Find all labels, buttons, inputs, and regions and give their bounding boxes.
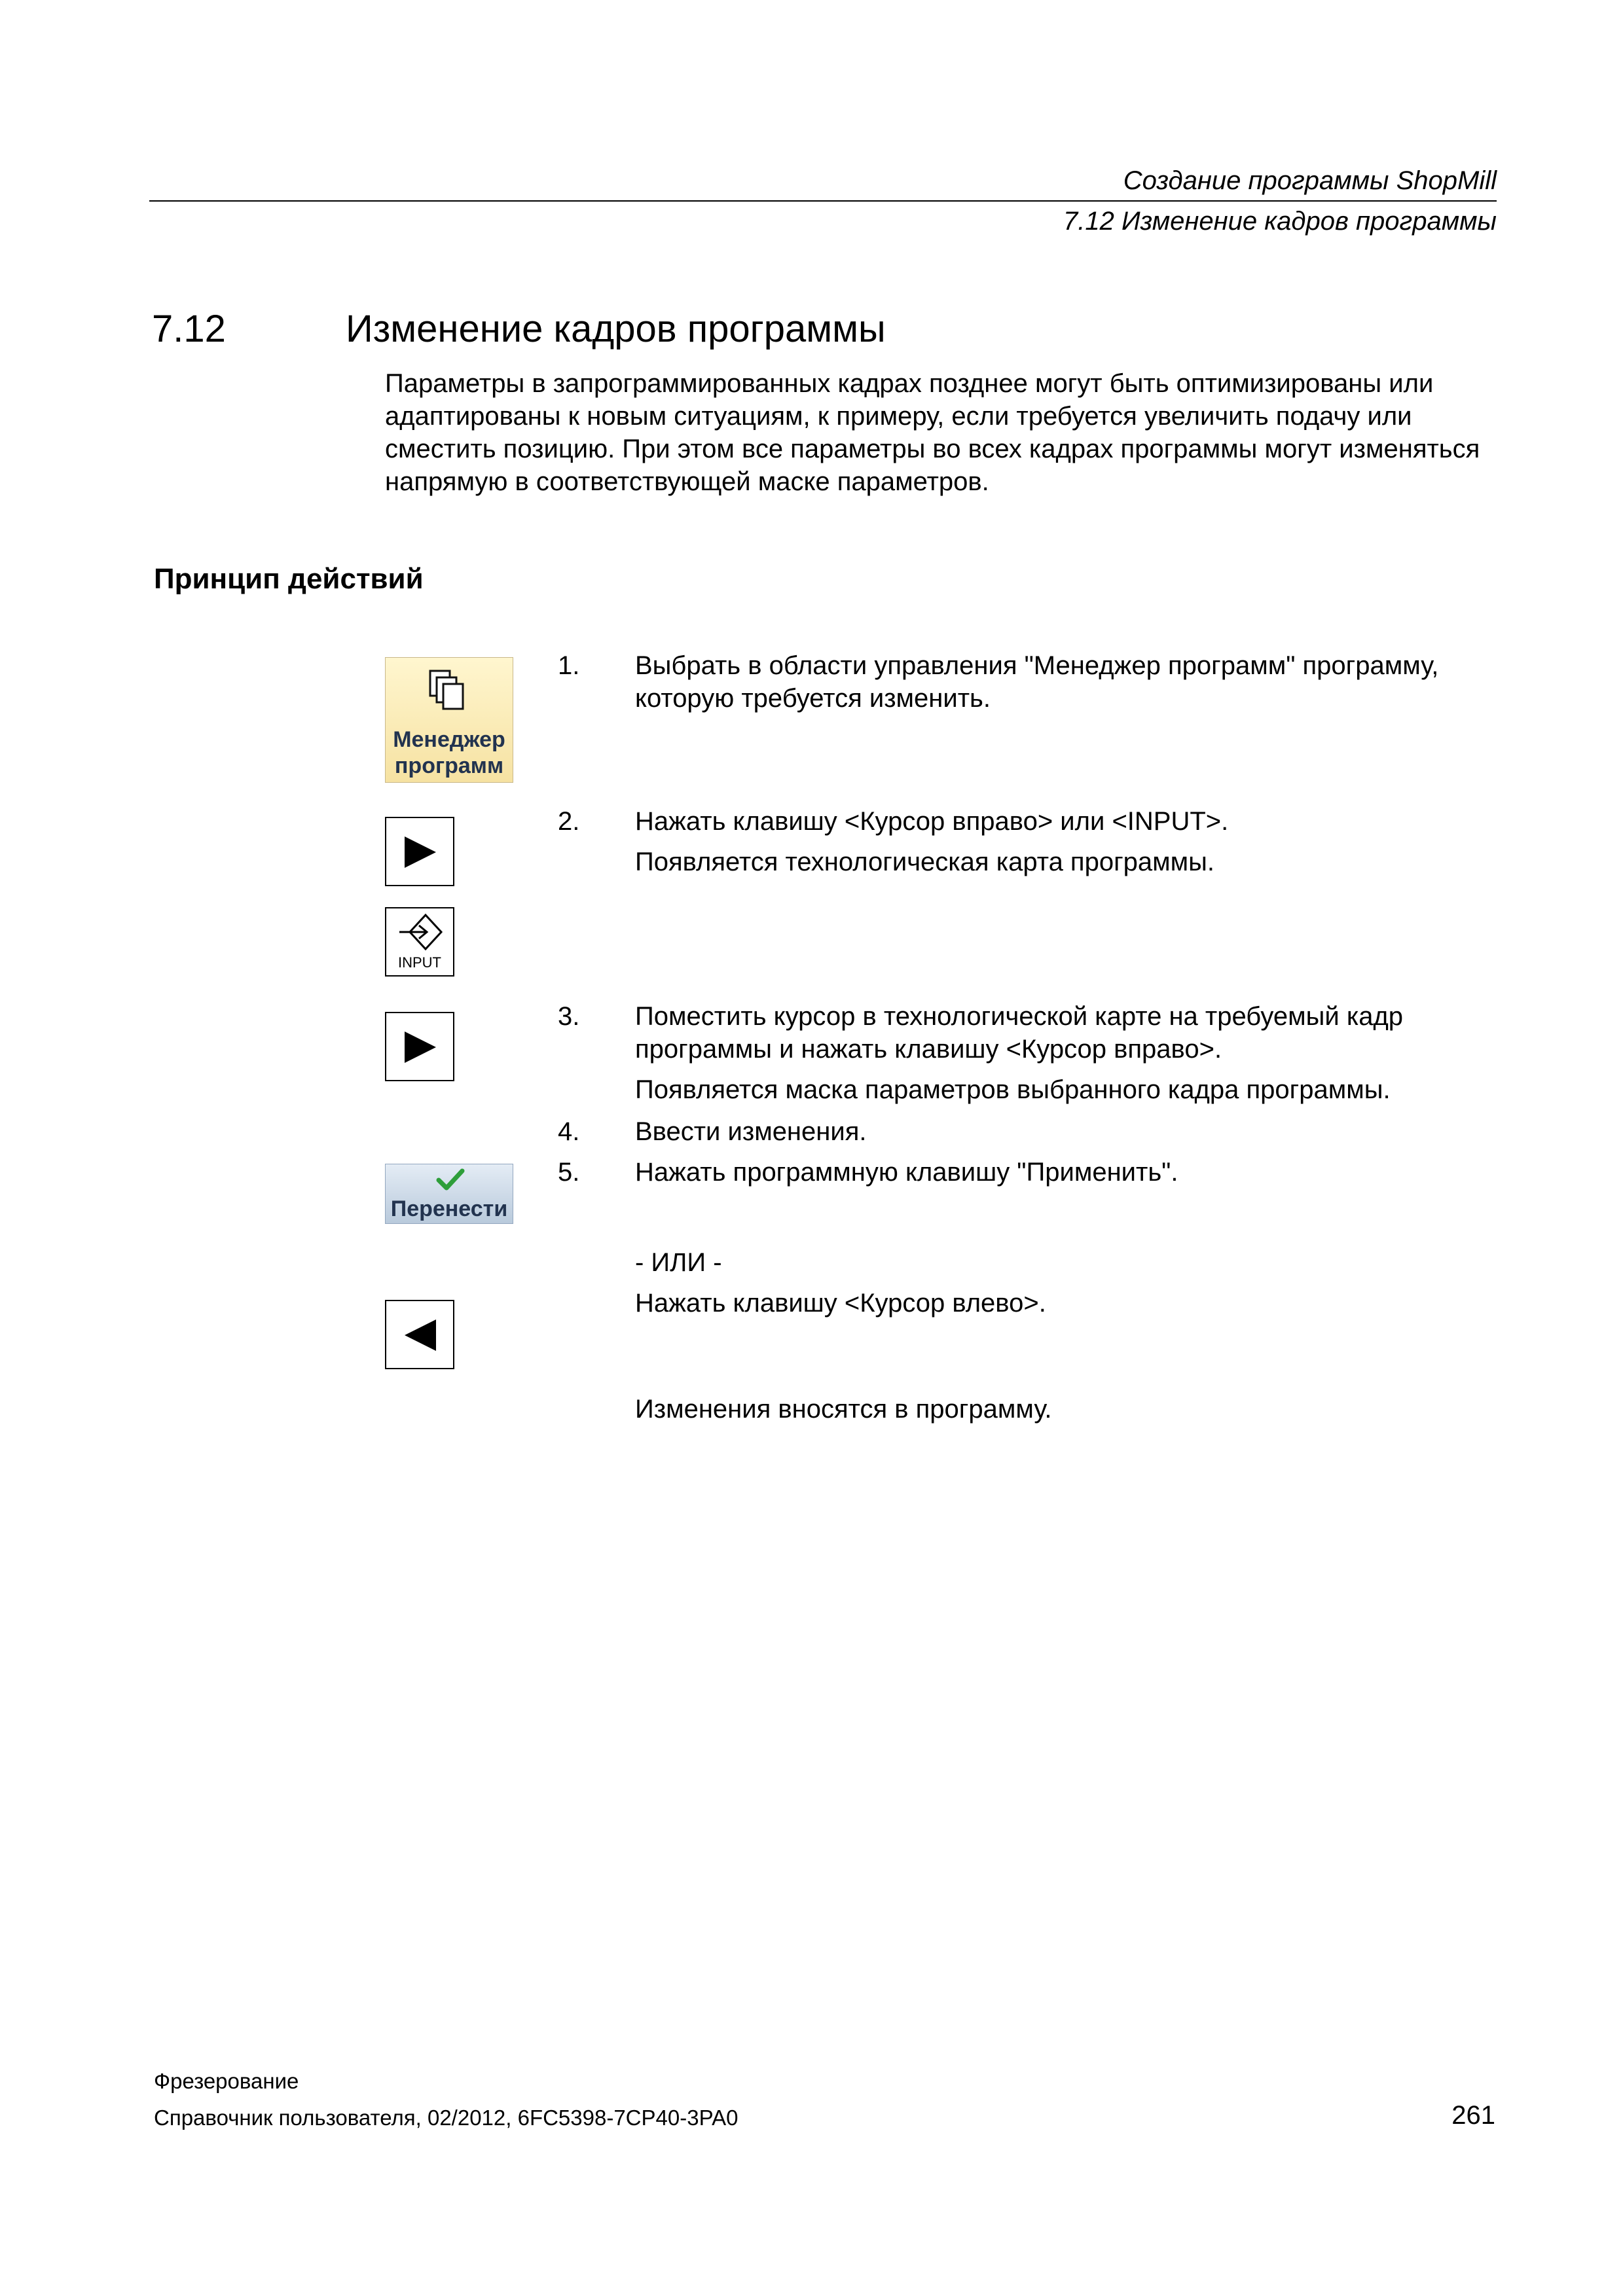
footer-product: Фрезерование — [154, 2069, 299, 2093]
accept-softkey[interactable] — [385, 1164, 513, 1224]
step-number: 4. — [558, 1117, 580, 1146]
program-manager-label-line1: Менеджер — [393, 727, 505, 752]
program-manager-icon — [425, 667, 475, 717]
step-text: Поместить курсор в технологической карте на требуемый кадр программы и нажать клавишу <Курсор вправо>. — [635, 1002, 1404, 1064]
step-result: Появляется технологическая карта программы. — [635, 848, 1215, 876]
accept-softkey-label: Перенести — [390, 1196, 508, 1221]
page-number: 261 — [1451, 2101, 1495, 2130]
program-manager-label-line2: программ — [394, 753, 504, 778]
program-manager-softkey[interactable] — [385, 657, 513, 783]
subsection-title: Принцип действий — [154, 563, 424, 595]
input-key-label: INPUT — [398, 954, 441, 971]
input-key[interactable] — [385, 907, 454, 977]
intro-paragraph — [385, 367, 1511, 498]
alternative-step-text: Нажать клавишу <Курсор влево>. — [635, 1289, 1046, 1318]
final-result-text: Изменения вносятся в программу. — [635, 1395, 1052, 1424]
section-title: Изменение кадров программы — [346, 308, 886, 350]
cursor-left-key[interactable] — [385, 1300, 454, 1369]
step-result: Появляется маска параметров выбранного кадра программы. — [635, 1075, 1391, 1104]
step-number: 3. — [558, 1002, 580, 1031]
checkmark-icon — [435, 1167, 465, 1192]
intro-text: Параметры в запрограммированных кадрах позднее могут быть оптимизированы или адаптированы к новым ситуациям, к примеру, если требуется увеличить подачу или сместить позицию. При этом все параметры во всех кадрах программы могут изменяться напрямую в соответствующей маске параметров. — [385, 369, 1480, 496]
header-rule — [149, 200, 1497, 202]
step-number: 5. — [558, 1158, 580, 1187]
step-text: Нажать программную клавишу "Применить". — [635, 1158, 1178, 1187]
running-header-section: 7.12 Изменение кадров программы — [1063, 207, 1497, 236]
or-separator: - ИЛИ - — [635, 1248, 722, 1277]
step-number: 2. — [558, 807, 580, 836]
cursor-right-key-icon — [402, 1030, 439, 1064]
section-number: 7.12 — [152, 308, 226, 350]
cursor-left-key-icon — [402, 1318, 439, 1352]
step-number: 1. — [558, 651, 580, 680]
cursor-right-key-2[interactable] — [385, 1012, 454, 1081]
running-header-chapter: Создание программы ShopMill — [1123, 166, 1497, 195]
cursor-right-key[interactable] — [385, 817, 454, 886]
step-text: Ввести изменения. — [635, 1117, 867, 1146]
step-text: Нажать клавишу <Курсор вправо> или <INPUT>. — [635, 807, 1229, 836]
step-text: Выбрать в области управления "Менеджер программ" программу, которую требуется изменить. — [635, 651, 1439, 713]
footer-document: Справочник пользователя, 02/2012, 6FC5398-7CP40-3PA0 — [154, 2106, 739, 2130]
cursor-right-key-icon — [402, 835, 439, 869]
input-key-icon — [397, 912, 444, 954]
